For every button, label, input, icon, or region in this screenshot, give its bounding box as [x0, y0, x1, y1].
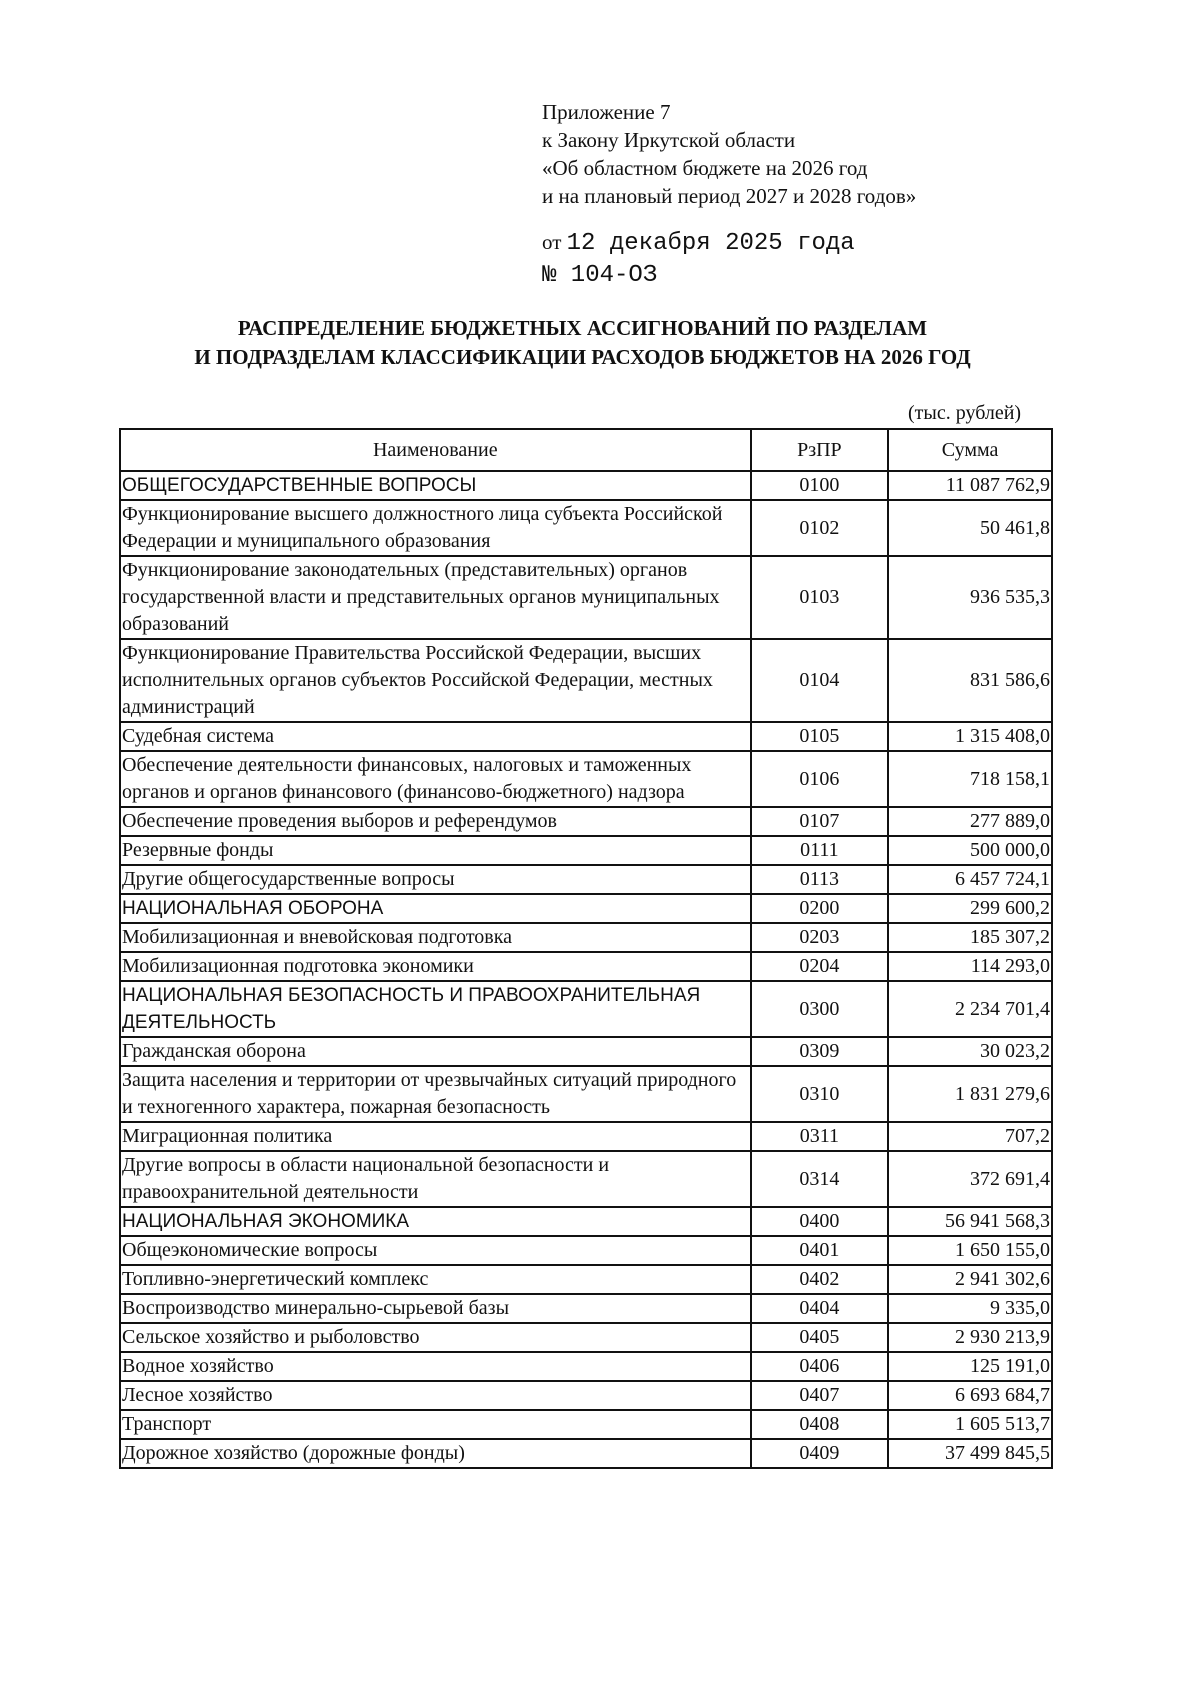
- cell-sum: 1 650 155,0: [888, 1236, 1052, 1265]
- cell-name: Судебная система: [120, 722, 751, 751]
- units-label: (тыс. рублей): [908, 402, 1022, 424]
- cell-name: Защита населения и территории от чрезвычайных ситуаций природного и техногенного характера, пожарная безопасность: [120, 1066, 751, 1122]
- section-row: [120, 894, 1052, 923]
- cell-sum: 6 457 724,1: [888, 865, 1052, 894]
- table-row: [120, 1323, 1052, 1352]
- cell-code: 0113: [751, 865, 889, 894]
- cell-sum: 936 535,3: [888, 556, 1052, 639]
- cell-code: 0405: [751, 1323, 889, 1352]
- cell-name: Транспорт: [120, 1410, 751, 1439]
- cell-code: 0400: [751, 1207, 889, 1236]
- cell-sum: 56 941 568,3: [888, 1207, 1052, 1236]
- date-prefix: от: [542, 230, 562, 254]
- cell-sum: 277 889,0: [888, 807, 1052, 836]
- cell-name: Другие вопросы в области национальной безопасности и правоохранительной деятельности: [120, 1151, 751, 1207]
- cell-name: Функционирование Правительства Российской Федерации, высших исполнительных органов субъектов Российской Федерации, местных администраций: [120, 639, 751, 722]
- cell-sum: 372 691,4: [888, 1151, 1052, 1207]
- cell-name: Функционирование законодательных (представительных) органов государственной власти и представительных органов муниципальных образований: [120, 556, 751, 639]
- cell-code: 0310: [751, 1066, 889, 1122]
- adoption-date: 12 декабря 2025 года: [566, 230, 855, 257]
- cell-name: Дорожное хозяйство (дорожные фонды): [120, 1439, 751, 1468]
- table-row: [120, 807, 1052, 836]
- cell-name: Мобилизационная и вневойсковая подготовка: [120, 923, 751, 952]
- cell-name: Сельское хозяйство и рыболовство: [120, 1323, 751, 1352]
- cell-code: 0404: [751, 1294, 889, 1323]
- cell-name: Обеспечение деятельности финансовых, налоговых и таможенных органов и органов финансового (финансово-бюджетного) надзора: [120, 751, 751, 807]
- table-row: [120, 1352, 1052, 1381]
- cell-sum: 2 930 213,9: [888, 1323, 1052, 1352]
- cell-code: 0314: [751, 1151, 889, 1207]
- cell-code: 0407: [751, 1381, 889, 1410]
- section-row: [120, 981, 1052, 1037]
- cell-name: Обеспечение проведения выборов и референдумов: [120, 807, 751, 836]
- table-body: [120, 471, 1052, 1468]
- cell-name: Общеэкономические вопросы: [120, 1236, 751, 1265]
- title-line-1: РАСПРЕДЕЛЕНИЕ БЮДЖЕТНЫХ АССИГНОВАНИЙ ПО РАЗДЕЛАМ: [237, 316, 928, 340]
- table-row: [120, 500, 1052, 556]
- table-row: [120, 751, 1052, 807]
- table-row: [120, 1439, 1052, 1468]
- cell-name: Резервные фонды: [120, 836, 751, 865]
- table-row: [120, 923, 1052, 952]
- cell-sum: 114 293,0: [888, 952, 1052, 981]
- cell-code: 0309: [751, 1037, 889, 1066]
- cell-sum: 1 605 513,7: [888, 1410, 1052, 1439]
- cell-code: 0401: [751, 1236, 889, 1265]
- cell-code: 0204: [751, 952, 889, 981]
- cell-code: 0100: [751, 471, 889, 500]
- cell-sum: 125 191,0: [888, 1352, 1052, 1381]
- cell-sum: 1 831 279,6: [888, 1066, 1052, 1122]
- cell-sum: 831 586,6: [888, 639, 1052, 722]
- appendix-line: Приложение 7: [542, 100, 671, 124]
- cell-name: Функционирование высшего должностного лица субъекта Российской Федерации и муниципального образования: [120, 500, 751, 556]
- cell-sum: 707,2: [888, 1122, 1052, 1151]
- table-row: [120, 639, 1052, 722]
- appendix-line: к Закону Иркутской области: [542, 128, 796, 152]
- cell-code: 0106: [751, 751, 889, 807]
- section-row: [120, 471, 1052, 500]
- cell-sum: 1 315 408,0: [888, 722, 1052, 751]
- cell-sum: 50 461,8: [888, 500, 1052, 556]
- table-row: [120, 1410, 1052, 1439]
- cell-sum: 37 499 845,5: [888, 1439, 1052, 1468]
- cell-sum: 2 234 701,4: [888, 981, 1052, 1037]
- header-code: РзПР: [751, 429, 889, 471]
- cell-code: 0406: [751, 1352, 889, 1381]
- document-title: [0, 314, 1165, 372]
- header-name: Наименование: [120, 429, 751, 471]
- cell-name: Миграционная политика: [120, 1122, 751, 1151]
- cell-sum: 6 693 684,7: [888, 1381, 1052, 1410]
- table-row: [120, 1381, 1052, 1410]
- table-row: [120, 865, 1052, 894]
- law-number: № 104-ОЗ: [542, 262, 658, 289]
- adoption-info: [542, 226, 855, 292]
- cell-code: 0104: [751, 639, 889, 722]
- cell-name: ОБЩЕГОСУДАРСТВЕННЫЕ ВОПРОСЫ: [120, 471, 751, 500]
- title-line-2: И ПОДРАЗДЕЛАМ КЛАССИФИКАЦИИ РАСХОДОВ БЮДЖЕТОВ НА 2026 ГОД: [194, 345, 971, 369]
- cell-name: Лесное хозяйство: [120, 1381, 751, 1410]
- table-row: [120, 556, 1052, 639]
- table-row: [120, 1037, 1052, 1066]
- table-row: [120, 1236, 1052, 1265]
- table-header-row: [120, 429, 1052, 471]
- table-row: [120, 1122, 1052, 1151]
- cell-name: Другие общегосударственные вопросы: [120, 865, 751, 894]
- cell-sum: 9 335,0: [888, 1294, 1052, 1323]
- cell-sum: 299 600,2: [888, 894, 1052, 923]
- cell-code: 0105: [751, 722, 889, 751]
- cell-code: 0107: [751, 807, 889, 836]
- cell-sum: 2 941 302,6: [888, 1265, 1052, 1294]
- cell-code: 0203: [751, 923, 889, 952]
- cell-name: НАЦИОНАЛЬНАЯ ОБОРОНА: [120, 894, 751, 923]
- section-row: [120, 1207, 1052, 1236]
- cell-code: 0311: [751, 1122, 889, 1151]
- budget-table: [119, 428, 1053, 1469]
- table-row: [120, 1151, 1052, 1207]
- appendix-header: [542, 98, 916, 210]
- cell-name: НАЦИОНАЛЬНАЯ БЕЗОПАСНОСТЬ И ПРАВООХРАНИТЕЛЬНАЯ ДЕЯТЕЛЬНОСТЬ: [120, 981, 751, 1037]
- table-row: [120, 1294, 1052, 1323]
- cell-name: Мобилизационная подготовка экономики: [120, 952, 751, 981]
- cell-name: Воспроизводство минерально-сырьевой базы: [120, 1294, 751, 1323]
- table-row: [120, 836, 1052, 865]
- cell-name: Гражданская оборона: [120, 1037, 751, 1066]
- table-row: [120, 1066, 1052, 1122]
- cell-name: Топливно-энергетический комплекс: [120, 1265, 751, 1294]
- cell-sum: 185 307,2: [888, 923, 1052, 952]
- table-row: [120, 952, 1052, 981]
- cell-code: 0103: [751, 556, 889, 639]
- cell-sum: 30 023,2: [888, 1037, 1052, 1066]
- cell-code: 0102: [751, 500, 889, 556]
- cell-code: 0402: [751, 1265, 889, 1294]
- header-sum: Сумма: [888, 429, 1052, 471]
- table-row: [120, 1265, 1052, 1294]
- cell-sum: 500 000,0: [888, 836, 1052, 865]
- cell-sum: 11 087 762,9: [888, 471, 1052, 500]
- cell-code: 0111: [751, 836, 889, 865]
- cell-code: 0300: [751, 981, 889, 1037]
- table-row: [120, 722, 1052, 751]
- cell-code: 0200: [751, 894, 889, 923]
- cell-code: 0408: [751, 1410, 889, 1439]
- cell-name: НАЦИОНАЛЬНАЯ ЭКОНОМИКА: [120, 1207, 751, 1236]
- appendix-line: «Об областном бюджете на 2026 год: [542, 156, 868, 180]
- cell-name: Водное хозяйство: [120, 1352, 751, 1381]
- cell-code: 0409: [751, 1439, 889, 1468]
- appendix-line: и на плановый период 2027 и 2028 годов»: [542, 184, 917, 208]
- cell-sum: 718 158,1: [888, 751, 1052, 807]
